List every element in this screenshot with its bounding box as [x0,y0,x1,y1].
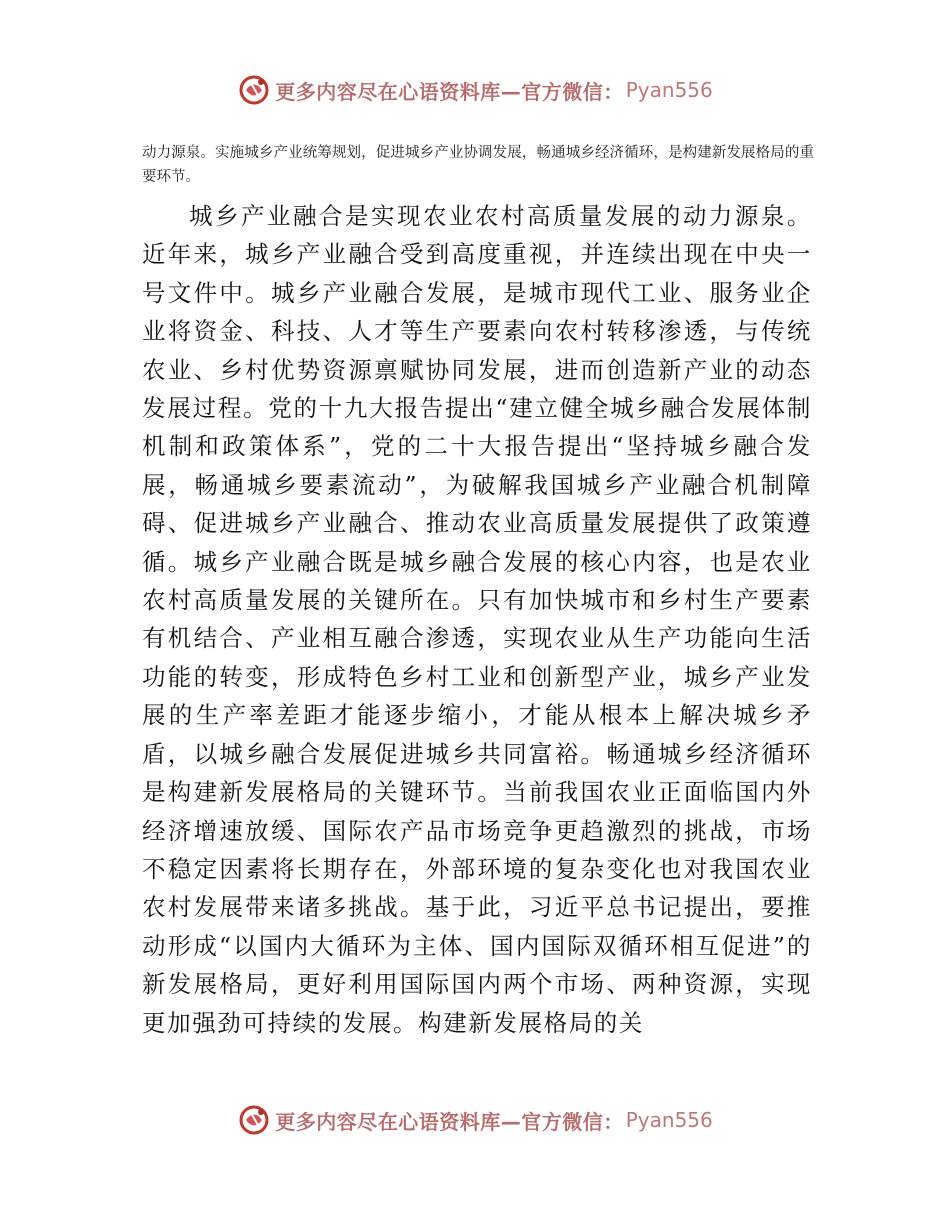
watermark-wechat-id: Pyan556 [625,78,713,102]
intro-text: 动力源泉。实施城乡产业统筹规划，促进城乡产业协调发展，畅通城乡经济循环，是构建新发展格局的重要环节。 [142,145,814,185]
watermark-wechat-id: Pyan556 [625,1108,713,1132]
watermark-text: 更多内容尽在心语资料库—官方微信： [275,1109,624,1134]
red-swirl-logo-icon [237,73,271,107]
red-swirl-logo-icon [237,1103,271,1137]
main-paragraph: 城乡产业融合是实现农业农村高质量发展的动力源泉。近年来，城乡产业融合受到高度重视，并连续出现在中央一号文件中。城乡产业融合发展，是城市现代工业、服务业企业将资金、科技、人才等生产要素向农村转移渗透，与传统农业、乡村优势资源禀赋协同发展，进而创造新产业的动态发展过程。党的十九大报告提出“建立健全城乡融合发展体制机制和政策体系”，党的二十大报告提出“坚持城乡融合发展，畅通城乡要素流动”，为破解我国城乡产业融合机制障碍、促进城乡产业融合、推动农业高质量发展提供了政策遵循。城乡产业融合既是城乡融合发展的核心内容，也是农业农村高质量发展的关键所在。只有加快城市和乡村生产要素有机结合、产业相互融合渗透，实现农业从生产功能向生活功能的转变，形成特色乡村工业和创新型产业，城乡产业发展的生产率差距才能逐步缩小，才能从根本上解决城乡矛盾，以城乡融合发展促进城乡共同富裕。畅通城乡经济循环是构建新发展格局的关键环节。当前我国农业正面临国内外经济增速放缓、国际农产品市场竞争更趋激烈的挑战，市场不稳定因素将长期存在，外部环境的复杂变化也对我国农业农村发展带来诸多挑战。基于此，习近平总书记提出，要推动形成“以国内大循环为主体、国内国际双循环相互促进”的新发展格局，更好利用国际国内两个市场、两种资源，实现更加强劲可持续的发展。构建新发展格局的关 [142,202,812,1037]
watermark-text: 更多内容尽在心语资料库—官方微信： [275,79,624,104]
footer-watermark [0,1100,950,1140]
header-watermark [0,70,950,110]
